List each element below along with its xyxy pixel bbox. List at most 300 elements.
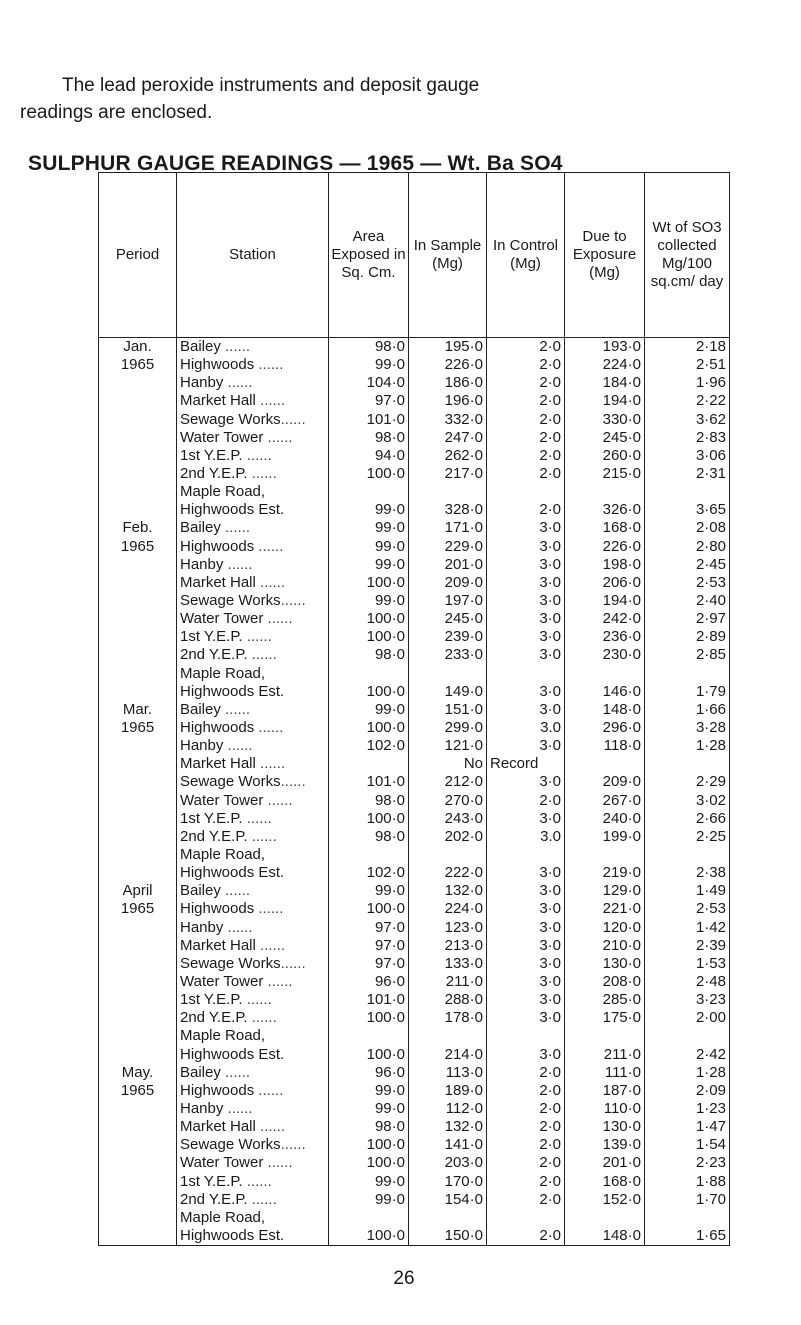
control-cell: 2·0 bbox=[487, 447, 565, 465]
table-row bbox=[99, 773, 730, 791]
so3-weight-cell: 3·62 bbox=[645, 411, 730, 429]
area-cell: 96·0 bbox=[329, 973, 409, 991]
station-cell bbox=[177, 773, 329, 791]
area-cell: 99·0 bbox=[329, 1191, 409, 1209]
intro-line-1: The lead peroxide instruments and deposit gauge bbox=[62, 75, 480, 96]
station-name: 1st Y.E.P. bbox=[180, 1172, 243, 1190]
period-cell bbox=[99, 411, 177, 429]
station-cell bbox=[177, 356, 329, 374]
control-cell bbox=[487, 483, 565, 501]
table-row bbox=[99, 1154, 730, 1172]
exposure-cell: 193·0 bbox=[565, 338, 645, 357]
station-cell bbox=[177, 1191, 329, 1209]
sample-cell: 229·0 bbox=[409, 538, 487, 556]
exposure-cell: 199·0 bbox=[565, 828, 645, 846]
station-cell bbox=[177, 1027, 329, 1045]
exposure-cell: 168·0 bbox=[565, 1172, 645, 1190]
table-row bbox=[99, 810, 730, 828]
so3-weight-cell bbox=[645, 665, 730, 683]
station-name: Maple Road, bbox=[180, 664, 266, 682]
table-row bbox=[99, 828, 730, 846]
table-title: SULPHUR GAUGE READINGS — 1965 — Wt. Ba SO4 bbox=[28, 152, 563, 175]
period-cell bbox=[99, 1045, 177, 1063]
area-cell: 100·0 bbox=[329, 683, 409, 701]
table-row bbox=[99, 447, 730, 465]
exposure-cell: 230·0 bbox=[565, 646, 645, 664]
exposure-cell bbox=[565, 483, 645, 501]
station-leader-dots: ...... bbox=[247, 646, 277, 664]
area-cell: 99·0 bbox=[329, 1100, 409, 1118]
area-cell: 98·0 bbox=[329, 1118, 409, 1136]
sample-cell: 113·0 bbox=[409, 1064, 487, 1082]
period-cell bbox=[99, 683, 177, 701]
area-cell: 100·0 bbox=[329, 810, 409, 828]
table-row bbox=[99, 1100, 730, 1118]
area-cell: 101·0 bbox=[329, 773, 409, 791]
period-cell bbox=[99, 973, 177, 991]
column-header-so3-weight: Wt of SO3 collected Mg/100 sq.cm/ day bbox=[645, 173, 730, 338]
control-cell: 2·0 bbox=[487, 1118, 565, 1136]
period-cell bbox=[99, 755, 177, 773]
sample-cell bbox=[409, 483, 487, 501]
station-leader-dots: ...... bbox=[247, 465, 277, 483]
sample-cell: 213·0 bbox=[409, 937, 487, 955]
station-cell bbox=[177, 628, 329, 646]
intro-paragraph bbox=[20, 72, 780, 126]
column-header-sample: In Sample (Mg) bbox=[409, 173, 487, 338]
sample-cell: 245·0 bbox=[409, 610, 487, 628]
station-leader-dots: ...... bbox=[242, 809, 272, 827]
exposure-cell: 219·0 bbox=[565, 864, 645, 882]
period-cell bbox=[99, 810, 177, 828]
column-header-period: Period bbox=[99, 173, 177, 338]
table-row bbox=[99, 592, 730, 610]
control-cell: 3·0 bbox=[487, 937, 565, 955]
sample-cell: 202·0 bbox=[409, 828, 487, 846]
area-cell: 100·0 bbox=[329, 610, 409, 628]
sample-cell: 141·0 bbox=[409, 1136, 487, 1154]
control-cell: 3·0 bbox=[487, 610, 565, 628]
control-cell: 3·0 bbox=[487, 574, 565, 592]
exposure-cell: 260·0 bbox=[565, 447, 645, 465]
period-cell: April bbox=[99, 882, 177, 900]
station-name: Highwoods bbox=[180, 537, 255, 555]
station-name: Market Hall bbox=[180, 755, 256, 773]
control-cell: 2·0 bbox=[487, 1082, 565, 1100]
so3-weight-cell: 2·97 bbox=[645, 610, 730, 628]
control-cell: 3·0 bbox=[487, 810, 565, 828]
period-cell bbox=[99, 846, 177, 864]
station-cell bbox=[177, 701, 329, 719]
station-cell bbox=[177, 973, 329, 991]
exposure-cell: 285·0 bbox=[565, 991, 645, 1009]
station-leader-dots: ...... bbox=[220, 519, 251, 537]
so3-weight-cell bbox=[645, 483, 730, 501]
station-leader-dots: ...... bbox=[254, 1081, 284, 1099]
so3-weight-cell: 1·28 bbox=[645, 737, 730, 755]
station-cell bbox=[177, 1227, 329, 1246]
sample-cell: 224·0 bbox=[409, 900, 487, 918]
station-cell bbox=[177, 646, 329, 664]
so3-weight-cell: 2·45 bbox=[645, 556, 730, 574]
station-name: Highwoods Est. bbox=[180, 1045, 285, 1063]
sample-cell: 243·0 bbox=[409, 810, 487, 828]
table-row bbox=[99, 719, 730, 737]
control-cell: 3·0 bbox=[487, 864, 565, 882]
table-row bbox=[99, 338, 730, 357]
sample-cell: 203·0 bbox=[409, 1154, 487, 1172]
station-name: Market Hall bbox=[180, 1118, 256, 1136]
header-row bbox=[99, 173, 730, 338]
station-cell bbox=[177, 338, 329, 357]
area-cell: 104·0 bbox=[329, 374, 409, 392]
area-cell: 96·0 bbox=[329, 1064, 409, 1082]
period-cell: Feb. bbox=[99, 519, 177, 537]
station-cell bbox=[177, 501, 329, 519]
control-cell: 2·0 bbox=[487, 392, 565, 410]
station-cell bbox=[177, 483, 329, 501]
so3-weight-cell: 1·70 bbox=[645, 1191, 730, 1209]
sample-cell: 132·0 bbox=[409, 1118, 487, 1136]
area-cell: 99·0 bbox=[329, 501, 409, 519]
period-cell bbox=[99, 828, 177, 846]
column-header-control: In Control (Mg) bbox=[487, 173, 565, 338]
station-cell bbox=[177, 1100, 329, 1118]
control-cell: 3·0 bbox=[487, 991, 565, 1009]
table-row bbox=[99, 356, 730, 374]
table-row bbox=[99, 1009, 730, 1027]
control-cell: 2·0 bbox=[487, 1064, 565, 1082]
exposure-cell: 148·0 bbox=[565, 1227, 645, 1246]
period-cell bbox=[99, 773, 177, 791]
sample-cell bbox=[409, 1027, 487, 1045]
station-cell bbox=[177, 556, 329, 574]
intro-line-2: readings are enclosed. bbox=[20, 102, 213, 123]
station-name: Water Tower bbox=[180, 610, 264, 628]
station-name: Market Hall bbox=[180, 573, 256, 591]
station-cell bbox=[177, 1064, 329, 1082]
sulphur-gauge-table bbox=[98, 172, 730, 1246]
exposure-cell: 296·0 bbox=[565, 719, 645, 737]
station-name: 2nd Y.E.P. bbox=[180, 1190, 248, 1208]
station-leader-dots: ...... bbox=[280, 773, 306, 791]
station-name: 2nd Y.E.P. bbox=[180, 465, 248, 483]
exposure-cell: 221·0 bbox=[565, 900, 645, 918]
table-row bbox=[99, 1209, 730, 1227]
control-cell: 2·0 bbox=[487, 338, 565, 357]
period-cell bbox=[99, 737, 177, 755]
sample-cell bbox=[409, 846, 487, 864]
station-name: Water Tower bbox=[180, 428, 264, 446]
table-row bbox=[99, 991, 730, 1009]
area-cell: 97·0 bbox=[329, 392, 409, 410]
control-cell: 2·0 bbox=[487, 1172, 565, 1190]
column-header-exposure: Due to Exposure (Mg) bbox=[565, 173, 645, 338]
so3-weight-cell: 2·40 bbox=[645, 592, 730, 610]
table-row bbox=[99, 737, 730, 755]
sample-cell: 197·0 bbox=[409, 592, 487, 610]
exposure-cell bbox=[565, 755, 645, 773]
exposure-cell: 330·0 bbox=[565, 411, 645, 429]
exposure-cell bbox=[565, 1027, 645, 1045]
period-cell bbox=[99, 1027, 177, 1045]
station-name: 2nd Y.E.P. bbox=[180, 646, 248, 664]
exposure-cell: 208·0 bbox=[565, 973, 645, 991]
area-cell: 100·0 bbox=[329, 574, 409, 592]
station-cell bbox=[177, 955, 329, 973]
period-cell bbox=[99, 447, 177, 465]
station-leader-dots: ...... bbox=[223, 374, 253, 392]
station-leader-dots: ...... bbox=[242, 1172, 272, 1190]
so3-weight-cell: 1·47 bbox=[645, 1118, 730, 1136]
station-leader-dots: ...... bbox=[220, 338, 251, 356]
station-name: Maple Road, bbox=[180, 1027, 266, 1045]
period-cell bbox=[99, 1172, 177, 1190]
table-row bbox=[99, 465, 730, 483]
so3-weight-cell: 1·28 bbox=[645, 1064, 730, 1082]
control-cell bbox=[487, 846, 565, 864]
station-leader-dots: ...... bbox=[280, 592, 306, 610]
control-cell: 3·0 bbox=[487, 1045, 565, 1063]
so3-weight-cell: 2·48 bbox=[645, 973, 730, 991]
so3-weight-cell: 2·38 bbox=[645, 864, 730, 882]
table-row bbox=[99, 1136, 730, 1154]
so3-weight-cell bbox=[645, 1209, 730, 1227]
control-cell: 2·0 bbox=[487, 1191, 565, 1209]
so3-weight-cell: 1·53 bbox=[645, 955, 730, 973]
table-row bbox=[99, 1191, 730, 1209]
exposure-cell: 120·0 bbox=[565, 919, 645, 937]
station-cell bbox=[177, 828, 329, 846]
exposure-cell: 110·0 bbox=[565, 1100, 645, 1118]
period-cell bbox=[99, 864, 177, 882]
station-leader-dots: ...... bbox=[220, 882, 251, 900]
exposure-cell: 111·0 bbox=[565, 1064, 645, 1082]
table-row bbox=[99, 864, 730, 882]
sample-cell: 171·0 bbox=[409, 519, 487, 537]
area-cell: 100·0 bbox=[329, 465, 409, 483]
period-cell bbox=[99, 392, 177, 410]
area-cell: 98·0 bbox=[329, 792, 409, 810]
control-cell bbox=[487, 1027, 565, 1045]
station-leader-dots: ...... bbox=[263, 610, 293, 628]
station-cell bbox=[177, 374, 329, 392]
sample-cell: No bbox=[409, 755, 487, 773]
area-cell: 99·0 bbox=[329, 556, 409, 574]
station-name: Highwoods bbox=[180, 1081, 255, 1099]
sample-cell bbox=[409, 665, 487, 683]
control-cell bbox=[487, 1209, 565, 1227]
station-name: Hanby bbox=[180, 737, 224, 755]
exposure-cell: 267·0 bbox=[565, 792, 645, 810]
control-cell: 3·0 bbox=[487, 955, 565, 973]
station-cell bbox=[177, 392, 329, 410]
exposure-cell bbox=[565, 846, 645, 864]
table-row bbox=[99, 646, 730, 664]
period-cell bbox=[99, 937, 177, 955]
station-cell bbox=[177, 864, 329, 882]
table-row bbox=[99, 519, 730, 537]
station-name: Sewage Works bbox=[180, 592, 281, 610]
table-row bbox=[99, 955, 730, 973]
page-number: 26 bbox=[393, 1268, 415, 1289]
control-cell: 2·0 bbox=[487, 429, 565, 447]
so3-weight-cell: 2·08 bbox=[645, 519, 730, 537]
sample-cell: 212·0 bbox=[409, 773, 487, 791]
table-row bbox=[99, 392, 730, 410]
station-leader-dots: ...... bbox=[247, 1009, 277, 1027]
table-row bbox=[99, 1172, 730, 1190]
sample-cell: 328·0 bbox=[409, 501, 487, 519]
exposure-cell: 206·0 bbox=[565, 574, 645, 592]
table-body bbox=[99, 338, 730, 1246]
table-row bbox=[99, 973, 730, 991]
station-cell bbox=[177, 792, 329, 810]
period-cell bbox=[99, 646, 177, 664]
period-cell bbox=[99, 628, 177, 646]
station-name: Sewage Works bbox=[180, 410, 281, 428]
station-cell bbox=[177, 937, 329, 955]
station-name: Hanby bbox=[180, 374, 224, 392]
period-cell: Mar. bbox=[99, 701, 177, 719]
sample-cell: 299·0 bbox=[409, 719, 487, 737]
station-name: Bailey bbox=[180, 1063, 221, 1081]
sample-cell: 288·0 bbox=[409, 991, 487, 1009]
station-name: Maple Road, bbox=[180, 846, 266, 863]
period-cell bbox=[99, 665, 177, 683]
control-cell: 3·0 bbox=[487, 519, 565, 537]
sample-cell: 233·0 bbox=[409, 646, 487, 664]
exposure-cell: 326·0 bbox=[565, 501, 645, 519]
area-cell: 100·0 bbox=[329, 628, 409, 646]
sample-cell: 239·0 bbox=[409, 628, 487, 646]
area-cell bbox=[329, 755, 409, 773]
area-cell: 100·0 bbox=[329, 1009, 409, 1027]
sample-cell: 217·0 bbox=[409, 465, 487, 483]
control-cell: 2·0 bbox=[487, 1227, 565, 1246]
control-cell: 3·0 bbox=[487, 919, 565, 937]
table-row bbox=[99, 1027, 730, 1045]
station-name: 1st Y.E.P. bbox=[180, 809, 243, 827]
area-cell: 101·0 bbox=[329, 991, 409, 1009]
station-name: Highwoods Est. bbox=[180, 1226, 285, 1244]
station-leader-dots: ...... bbox=[263, 791, 293, 809]
period-cell: May. bbox=[99, 1064, 177, 1082]
exposure-cell: 240·0 bbox=[565, 810, 645, 828]
station-name: Water Tower bbox=[180, 791, 264, 809]
exposure-cell: 118·0 bbox=[565, 737, 645, 755]
period-cell bbox=[99, 610, 177, 628]
so3-weight-cell: 2·23 bbox=[645, 1154, 730, 1172]
area-cell: 98·0 bbox=[329, 828, 409, 846]
table-row bbox=[99, 574, 730, 592]
sample-cell: 178·0 bbox=[409, 1009, 487, 1027]
so3-weight-cell bbox=[645, 846, 730, 864]
exposure-cell: 226·0 bbox=[565, 538, 645, 556]
period-cell bbox=[99, 429, 177, 447]
exposure-cell: 130·0 bbox=[565, 955, 645, 973]
table-row bbox=[99, 483, 730, 501]
table-row bbox=[99, 882, 730, 900]
sample-cell: 150·0 bbox=[409, 1227, 487, 1246]
station-name: 2nd Y.E.P. bbox=[180, 827, 248, 845]
so3-weight-cell: 3·23 bbox=[645, 991, 730, 1009]
control-cell: 2·0 bbox=[487, 1100, 565, 1118]
area-cell: 98·0 bbox=[329, 338, 409, 357]
station-name: Bailey bbox=[180, 882, 221, 900]
station-leader-dots: ...... bbox=[247, 1190, 277, 1208]
station-name: Market Hall bbox=[180, 392, 256, 410]
period-cell: 1965 bbox=[99, 719, 177, 737]
station-name: Bailey bbox=[180, 338, 221, 356]
so3-weight-cell: 1·88 bbox=[645, 1172, 730, 1190]
sample-cell: 226·0 bbox=[409, 356, 487, 374]
control-cell: 3·0 bbox=[487, 556, 565, 574]
station-cell bbox=[177, 846, 329, 864]
station-leader-dots: ...... bbox=[255, 936, 286, 954]
so3-weight-cell: 2·39 bbox=[645, 937, 730, 955]
so3-weight-cell: 2·22 bbox=[645, 392, 730, 410]
table-row bbox=[99, 429, 730, 447]
station-cell bbox=[177, 991, 329, 1009]
period-cell: 1965 bbox=[99, 538, 177, 556]
so3-weight-cell: 2·51 bbox=[645, 356, 730, 374]
control-cell: 3·0 bbox=[487, 1009, 565, 1027]
station-leader-dots: ...... bbox=[255, 392, 286, 410]
station-cell bbox=[177, 882, 329, 900]
exposure-cell: 245·0 bbox=[565, 429, 645, 447]
so3-weight-cell: 1·79 bbox=[645, 683, 730, 701]
period-cell bbox=[99, 374, 177, 392]
sample-cell: 133·0 bbox=[409, 955, 487, 973]
so3-weight-cell: 1·49 bbox=[645, 882, 730, 900]
period-cell bbox=[99, 792, 177, 810]
station-leader-dots: ...... bbox=[247, 827, 277, 845]
area-cell: 94·0 bbox=[329, 447, 409, 465]
control-cell: 3·0 bbox=[487, 773, 565, 791]
area-cell: 98·0 bbox=[329, 429, 409, 447]
sample-cell: 186·0 bbox=[409, 374, 487, 392]
station-leader-dots: ...... bbox=[223, 555, 253, 573]
table-row bbox=[99, 1045, 730, 1063]
station-cell bbox=[177, 1045, 329, 1063]
table-row bbox=[99, 1227, 730, 1246]
exposure-cell: 175·0 bbox=[565, 1009, 645, 1027]
control-cell: 3·0 bbox=[487, 882, 565, 900]
station-name: Water Tower bbox=[180, 972, 264, 990]
so3-weight-cell bbox=[645, 1027, 730, 1045]
table-row bbox=[99, 610, 730, 628]
so3-weight-cell: 2·25 bbox=[645, 828, 730, 846]
area-cell bbox=[329, 665, 409, 683]
table-row bbox=[99, 900, 730, 918]
so3-weight-cell: 1·42 bbox=[645, 919, 730, 937]
area-cell: 100·0 bbox=[329, 1154, 409, 1172]
table-row bbox=[99, 792, 730, 810]
station-name: Hanby bbox=[180, 555, 224, 573]
sample-cell: 151·0 bbox=[409, 701, 487, 719]
sample-cell: 332·0 bbox=[409, 411, 487, 429]
sample-cell: 170·0 bbox=[409, 1172, 487, 1190]
period-cell bbox=[99, 1209, 177, 1227]
station-leader-dots: ...... bbox=[220, 700, 251, 718]
area-cell bbox=[329, 1209, 409, 1227]
exposure-cell: 224·0 bbox=[565, 356, 645, 374]
station-cell bbox=[177, 447, 329, 465]
so3-weight-cell: 3·28 bbox=[645, 719, 730, 737]
area-cell: 97·0 bbox=[329, 955, 409, 973]
station-cell bbox=[177, 810, 329, 828]
